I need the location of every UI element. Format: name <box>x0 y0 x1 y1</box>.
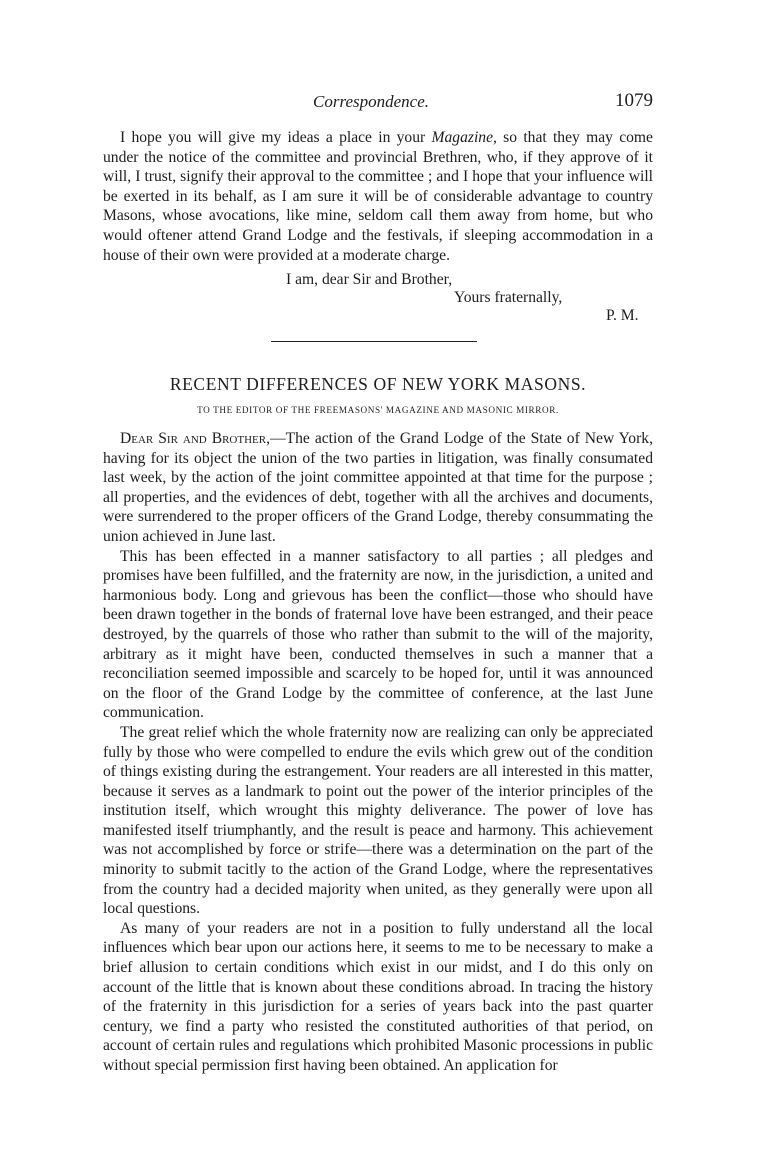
running-header <box>103 92 653 116</box>
letter-conclusion <box>103 128 653 265</box>
signature: P. M. <box>606 307 639 324</box>
paragraph-text: —The action of the Grand Lodge of the State of New York, having for its object the union of the two parties in litigation, was finally consumated last week, by the action of the joint committee appointed at that time for the purpose ; all properties, and the evidences of debt, together with all the archives and documents, were surrendered to the proper officers of the Grand Lodge, thereby consummating the union achieved in June last. <box>103 430 653 545</box>
magazine-title: Magazine, <box>431 129 497 146</box>
article-paragraph: This has been effected in a manner satisfactory to all parties ; all pledges and promises have been fulfilled, and the fraternity are now, in the jurisdiction, a united and harmonious body. Long and grievous has been the conflict—those who should have been drawn together in the bonds of fraternal love have been estranged, and their peace destroyed, by the quarrels of those who rather than submit to the will of the majority, arbitrary as it might have been, conducted themselves in such a manner that a reconciliation seemed impossible and scarcely to be hoped for, until it was announced on the floor of the Grand Lodge by the committee of conference, at the last June communication. <box>103 547 653 722</box>
article-paragraph <box>103 429 653 547</box>
article-body <box>103 429 653 1076</box>
article-title: RECENT DIFFERENCES OF NEW YORK MASONS. <box>169 374 587 394</box>
section-divider <box>271 341 477 342</box>
article-paragraph: As many of your readers are not in a position to fully understand all the local influences which bear upon our actions here, it seems to me to be necessary to make a brief allusion to certain conditions which exist in our midst, and I do this only on account of the little that is known about these conditions abroad. In tracing the history of the fraternity in this jurisdiction for a series of years back into the past quarter century, we find a party who resisted the constituted authorities of that period, on account of certain rules and regulations which prohibited Masonic processions in public without special permission first having been obtained. An application for <box>103 919 653 1074</box>
letter-text-start: I hope you will give my ideas a place in your <box>120 129 432 146</box>
page-number: 1079 <box>615 90 653 111</box>
salutation: Dear Sir and Brother, <box>120 430 270 447</box>
letter-text-end: so that they may come under the notice of the committee and provincial Brethren, who, if they approve of it will, I trust, signify their approval to the committee ; and I hope that your influence will be exerted in its behalf, as I am sure it will be of considerable advantage to country Masons, whose avocations, like mine, seldom call them away from home, but who would oftener attend Grand Lodge and the festivals, if sleeping accommodation in a house of their own were provided at a moderate charge. <box>103 129 653 264</box>
closing-line: I am, dear Sir and Brother, <box>286 271 453 288</box>
article-subheading: TO THE EDITOR OF THE FREEMASONS' MAGAZINE AND MASONIC MIRROR. <box>197 405 559 415</box>
letter-paragraph <box>103 128 653 265</box>
article-paragraph: The great relief which the whole fraternity now are realizing can only be appreciated fully by those who were compelled to endure the evils which grew out of the condition of things existing during the estrangement. Your readers are all interested in this matter, because it serves as a landmark to point out the power of the interior principles of the institution itself, which wrought this mighty deliverance. The power of love has manifested itself triumphantly, and the result is peace and harmony. This achievement was not accomplished by force or strife—there was a determination on the part of the minority to submit tacitly to the action of the Grand Lodge, where the representatives from the country had a decided majority when united, as they generally were upon all local questions. <box>103 723 653 918</box>
running-title: Correspondence. <box>313 92 429 111</box>
yours-line: Yours fraternally, <box>454 289 563 306</box>
